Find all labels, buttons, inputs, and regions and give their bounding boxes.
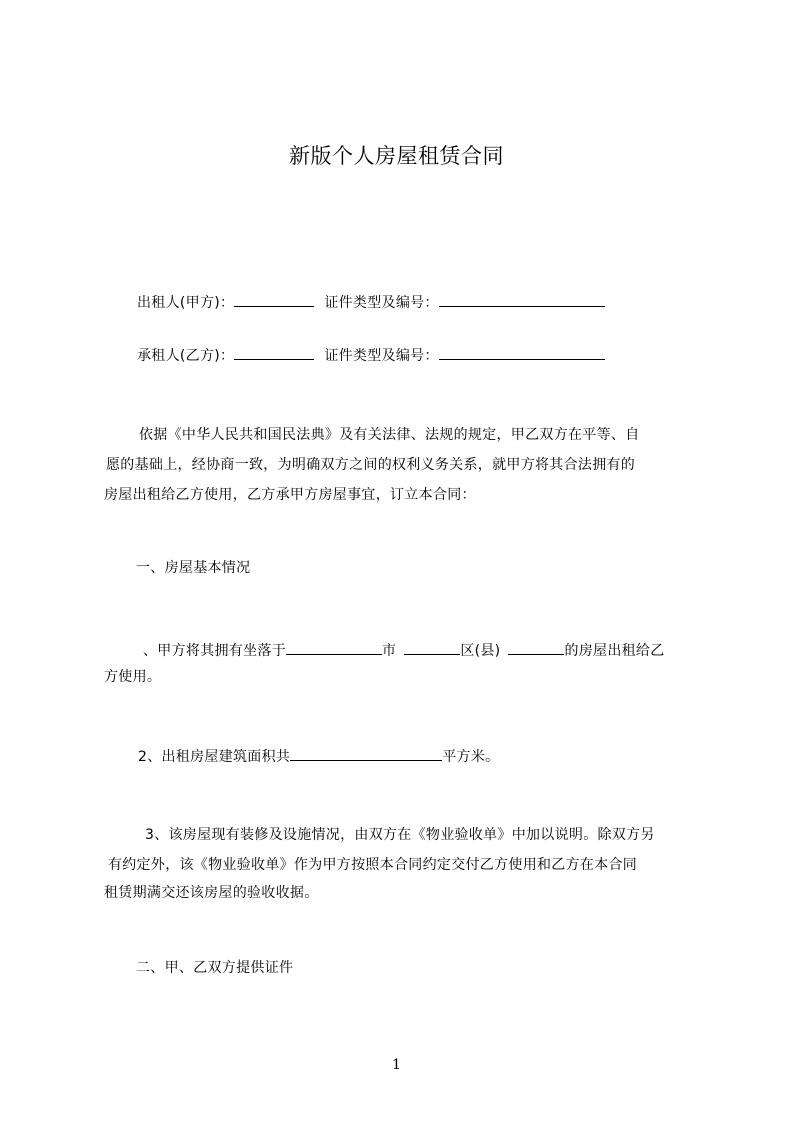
preamble-line-3: 房屋出租给乙方使用，乙方承甲方房屋事宜，订立本合同： xyxy=(104,487,476,503)
lessor-name-blank xyxy=(234,291,314,307)
lessor-line xyxy=(137,291,605,313)
item1-line-1 xyxy=(143,639,665,661)
item1-prefix: 、甲方将其拥有坐落于 xyxy=(143,643,286,659)
item1-city: 市 xyxy=(382,643,397,659)
item1-suffix: 的房屋出租给乙 xyxy=(564,643,665,659)
preamble-line-2: 愿的基础上，经协商一致，为明确双方之间的权利义务关系，就甲方将其合法拥有的 xyxy=(106,457,636,473)
lessee-name-blank xyxy=(234,344,314,360)
item1-city-blank xyxy=(404,639,460,655)
item1-district-blank xyxy=(508,639,564,655)
item2-prefix: 2、出租房屋建筑面积共 xyxy=(138,749,291,765)
lessor-id-blank xyxy=(439,291,605,307)
item1-line-2: 方使用。 xyxy=(104,669,162,685)
lessor-id-label: 证件类型及编号： xyxy=(324,295,439,311)
item3-line-1: 3、该房屋现有装修及设施情况，由双方在《物业验收单》中加以说明。除双方另 xyxy=(145,827,655,843)
section1-heading: 一、房屋基本情况 xyxy=(136,560,251,576)
page-number: 1 xyxy=(392,1057,401,1073)
item2-area-blank xyxy=(290,745,442,761)
item2-suffix: 平方米。 xyxy=(442,749,500,765)
lessee-id-label: 证件类型及编号： xyxy=(324,348,439,364)
lessee-line xyxy=(137,344,605,366)
document-title: 新版个人房屋租赁合同 xyxy=(289,144,504,168)
item1-location-blank xyxy=(286,639,382,655)
item3-line-2: 有约定外，该《物业验收单》作为甲方按照本合同约定交付乙方使用和乙方在本合同 xyxy=(108,857,638,873)
lessor-label: 出租人(甲方)： xyxy=(137,295,235,311)
item2-line xyxy=(138,745,499,767)
lessee-label: 承租人(乙方)： xyxy=(137,348,235,364)
item1-district: 区(县) xyxy=(460,643,501,659)
section2-heading: 二、甲、乙双方提供证件 xyxy=(136,960,294,976)
item3-line-3: 租赁期满交还该房屋的验收收据。 xyxy=(104,885,319,901)
lessee-id-blank xyxy=(439,344,605,360)
preamble-line-1: 依据《中华人民共和国民法典》及有关法律、法规的规定，甲乙双方在平等、自 xyxy=(139,427,640,443)
